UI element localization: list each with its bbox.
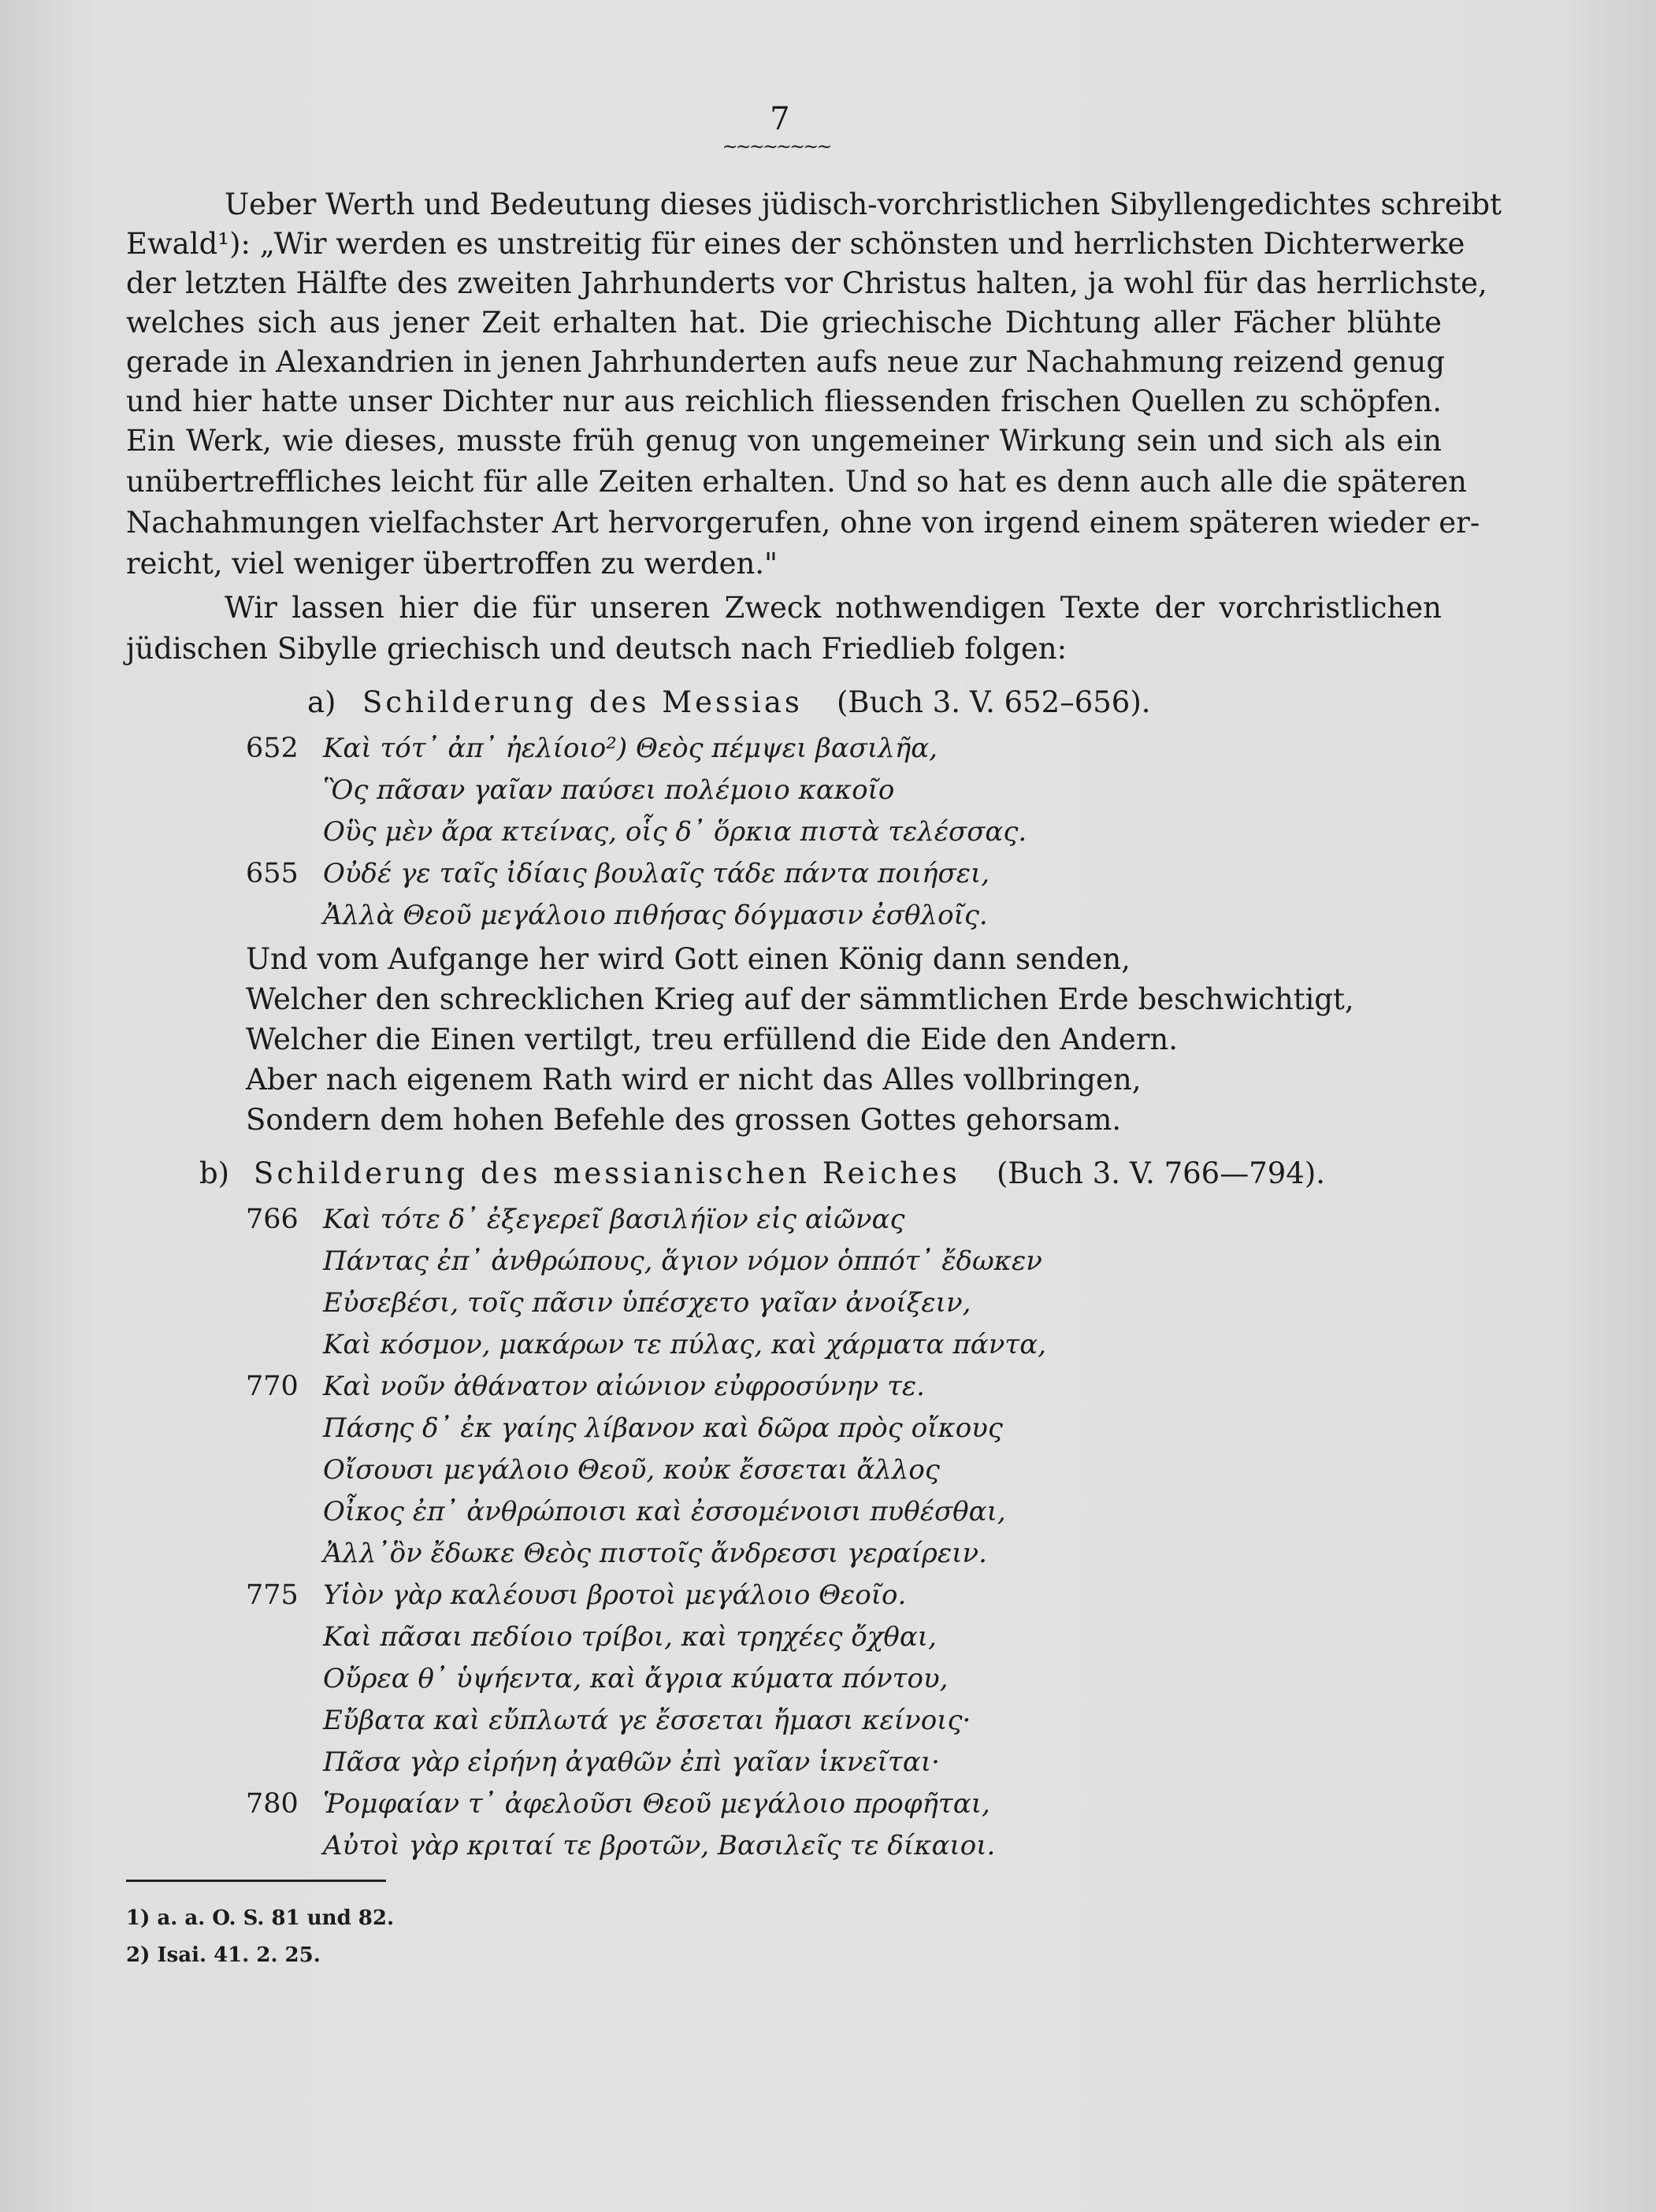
greek-verse: Καὶ τότ᾿ ἀπ᾿ ἠελίοιο²) Θεὸς πέμψει βασιλῆα, bbox=[323, 733, 938, 764]
section-a-title: Schilderung des Messias bbox=[362, 685, 803, 719]
intro-line: der letzten Hälfte des zweiten Jahrhunderts vor Christus halten, ja wohl für das herrlichste, bbox=[126, 266, 1487, 300]
section-b-title: Schilderung des messianischen Reiches bbox=[254, 1156, 960, 1190]
greek-verse: Αὐτοὶ γὰρ κριταί τε βροτῶν, Βασιλεῖς τε δίκαιοι. bbox=[323, 1830, 996, 1861]
intro-line: welches sich aus jener Zeit erhalten hat. Die griechische Dichtung aller Fächer blühte bbox=[126, 306, 1442, 340]
greek-verse: Ἀλλὰ Θεοῦ μεγάλοιο πιθήσας δόγμασιν ἐσθλοῖς. bbox=[323, 900, 988, 931]
greek-verse: Οἶκος ἐπ᾿ ἀνθρώποισι καὶ ἐσσομένοισι πυθέσθαι, bbox=[323, 1496, 1006, 1527]
greek-verse: Εὔβατα καὶ εὔπλωτά γε ἔσσεται ἤμασι κείνοις· bbox=[323, 1705, 971, 1736]
greek-verse: Καὶ νοῦν ἀθάνατον αἰώνιον εὐφροσύνην τε. bbox=[323, 1371, 925, 1402]
intro-line: Ein Werk, wie dieses, musste früh genug von ungemeiner Wirkung sein und sich als ein bbox=[126, 424, 1442, 458]
verse-number: 766 bbox=[246, 1204, 299, 1235]
section-a-reference: (Buch 3. V. 652–656). bbox=[837, 685, 1151, 719]
intro-line: Ewald¹): „Wir werden es unstreitig für eines der schönsten und herrlichsten Dichterwerke bbox=[126, 227, 1465, 261]
intro-line: Nachahmungen vielfachster Art hervorgerufen, ohne von irgend einem späteren wieder er- bbox=[126, 506, 1480, 540]
intro-line: gerade in Alexandrien in jenen Jahrhunderten aufs neue zur Nachahmung reizend genug bbox=[126, 345, 1446, 379]
greek-verse: Οὐδέ γε ταῖς ἰδίαις βουλαῖς τάδε πάντα ποιήσει, bbox=[323, 858, 990, 889]
greek-verse: Ἀλλ᾿ὃν ἔδωκε Θεὸς πιστοῖς ἄνδρεσσι γεραίρειν. bbox=[323, 1538, 987, 1569]
verse-number: 655 bbox=[246, 858, 299, 889]
second-paragraph-line: jüdischen Sibylle griechisch und deutsch nach Friedlieb folgen: bbox=[126, 632, 1067, 666]
greek-verse: Καὶ τότε δ᾿ ἐξεγερεῖ βασιλήϊον εἰς αἰῶνας bbox=[323, 1204, 905, 1235]
intro-line: Ueber Werth und Bedeutung dieses jüdisch-vorchristlichen Sibyllengedichtes schreibt bbox=[225, 187, 1502, 221]
verse-number: 780 bbox=[246, 1788, 299, 1820]
page-number: 7 bbox=[770, 101, 790, 137]
intro-line: unübertreffliches leicht für alle Zeiten erhalten. Und so hat es denn auch alle die späteren bbox=[126, 465, 1467, 499]
greek-verse: Καὶ πᾶσαι πεδίοιο τρίβοι, καὶ τρηχέες ὄχθαι, bbox=[323, 1621, 937, 1653]
verse-number: 770 bbox=[246, 1371, 299, 1402]
greek-verse: Οἴσουσι μεγάλοιο Θεοῦ, κοὐκ ἔσσεται ἄλλος bbox=[323, 1454, 940, 1486]
german-translation-line: Sondern dem hohen Befehle des grossen Gottes gehorsam. bbox=[246, 1103, 1122, 1137]
verse-number: 652 bbox=[246, 733, 299, 764]
greek-verse: Εὐσεβέσι, τοῖς πᾶσιν ὑπέσχετο γαῖαν ἀνοίξειν, bbox=[323, 1287, 971, 1319]
footnote: 2) Isai. 41. 2. 25. bbox=[126, 1943, 321, 1967]
german-translation-line: Welcher den schrecklichen Krieg auf der sämmtlichen Erde beschwichtigt, bbox=[246, 982, 1354, 1016]
second-paragraph-line: Wir lassen hier die für unseren Zweck nothwendigen Texte der vorchristlichen bbox=[225, 591, 1442, 625]
section-b-reference: (Buch 3. V. 766—794). bbox=[997, 1156, 1326, 1190]
page-number-ornament: ~~~~~~~~ bbox=[722, 135, 830, 158]
greek-verse: Πάντας ἐπ᾿ ἀνθρώπους, ἅγιον νόμον ὁππότ᾿ ἔδωκεν bbox=[323, 1245, 1042, 1277]
greek-verse: Ῥομφαίαν τ᾿ ἀφελοῦσι Θεοῦ μεγάλοιο προφῆται, bbox=[323, 1788, 990, 1820]
section-b-label: b) bbox=[199, 1156, 230, 1190]
greek-verse: Πᾶσα γὰρ εἰρήνη ἀγαθῶν ἐπὶ γαῖαν ἱκνεῖται· bbox=[323, 1746, 940, 1778]
footnote: 1) a. a. O. S. 81 und 82. bbox=[126, 1906, 395, 1930]
section-a-label: a) bbox=[307, 685, 336, 719]
greek-verse: Ὃς πᾶσαν γαῖαν παύσει πολέμοιο κακοῖο bbox=[323, 774, 895, 806]
footnote-divider bbox=[126, 1880, 386, 1882]
greek-verse: Οὓς μὲν ἄρα κτείνας, οἷς δ᾿ ὅρκια πιστὰ τελέσσας. bbox=[323, 816, 1027, 848]
verse-number: 775 bbox=[246, 1579, 299, 1611]
german-translation-line: Welcher die Einen vertilgt, treu erfüllend die Eide den Andern. bbox=[246, 1022, 1179, 1056]
german-translation-line: Aber nach eigenem Rath wird er nicht das Alles vollbringen, bbox=[246, 1063, 1142, 1097]
german-translation-line: Und vom Aufgange her wird Gott einen König dann senden, bbox=[246, 942, 1131, 976]
greek-verse: Οὔρεα θ᾿ ὑψήεντα, καὶ ἄγρια κύματα πόντου, bbox=[323, 1663, 949, 1694]
intro-line: reicht, viel weniger übertroffen zu werden." bbox=[126, 547, 778, 581]
intro-line: und hier hatte unser Dichter nur aus reichlich fliessenden frischen Quellen zu schöpfen. bbox=[126, 384, 1442, 418]
greek-verse: Υἱὸν γὰρ καλέουσι βροτοὶ μεγάλοιο Θεοῖο. bbox=[323, 1579, 907, 1611]
greek-verse: Καὶ κόσμον, μακάρων τε πύλας, καὶ χάρματα πάντα, bbox=[323, 1329, 1046, 1360]
greek-verse: Πάσης δ᾿ ἐκ γαίης λίβανον καὶ δῶρα πρὸς οἴκους bbox=[323, 1412, 1003, 1444]
